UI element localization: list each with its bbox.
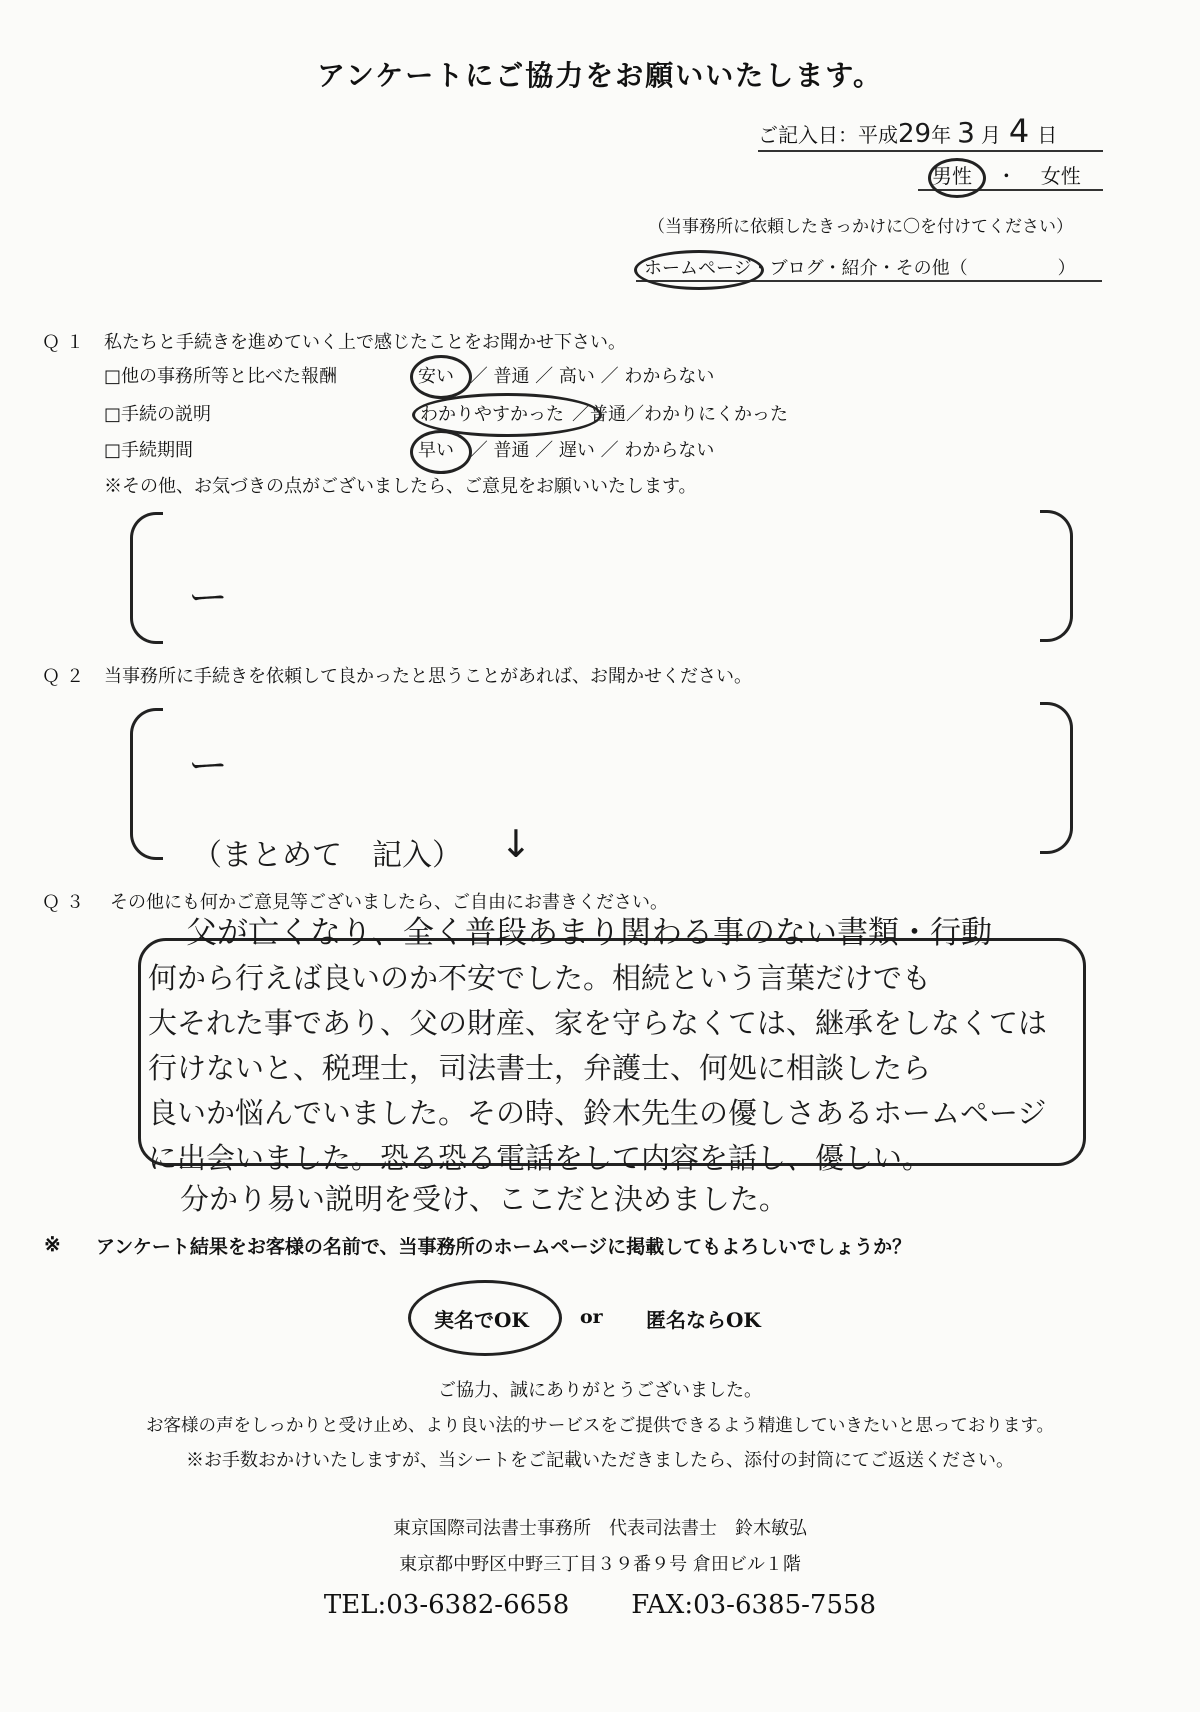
date-month: 3 — [957, 116, 975, 149]
trigger-homepage[interactable]: ホームページ — [644, 258, 752, 279]
gender-male-circle — [928, 158, 986, 198]
publish-option-anon[interactable]: 匿名ならOK — [646, 1308, 761, 1332]
q1-answer-bracket-right — [1040, 510, 1073, 642]
date-field — [758, 112, 1103, 152]
q2-answer: ー — [188, 743, 228, 789]
trigger-homepage-circle — [634, 250, 764, 290]
q1-answer-bracket-left — [130, 512, 163, 644]
office-fax: FAX:03-6385-7558 — [631, 1590, 877, 1620]
office-name: 東京国際司法書士事務所 代表司法書士 鈴木敏弘 — [393, 1518, 807, 1539]
office-address: 東京都中野区中野三丁目３９番９号 倉田ビル１階 — [399, 1554, 801, 1575]
q3-answer-line-2: 何から行えば良いのか不安でした。相続という言葉だけでも — [148, 961, 932, 995]
trigger-others: ・ブログ・紹介・その他（ ） — [751, 258, 1076, 279]
q3-answer-line-6: に出会いました。恐る恐る電話をして内容を話し、優しい。 — [148, 1141, 932, 1175]
date-month-unit: 月 — [980, 123, 1001, 147]
gender-female[interactable]: 女性 — [1040, 164, 1081, 188]
closing-thanks: ご協力、誠にありがとうございました。 — [438, 1380, 762, 1401]
page-title: アンケートにご協力をお願いいたします。 — [316, 59, 884, 92]
q1-row-period-label: □手続期間 — [104, 440, 194, 461]
publish-mark: ※ — [44, 1232, 61, 1256]
gender-sep: ・ — [996, 164, 1017, 188]
q1-period-circle — [410, 430, 472, 474]
q1-row-explain-label: □手続の説明 — [104, 404, 212, 425]
gender-male[interactable]: 男性 — [932, 164, 972, 188]
publish-question: アンケート結果をお客様の名前で、当事務所のホームページに掲載してもよろしいでしょうか？ — [96, 1236, 912, 1258]
date-day: 4 — [1008, 112, 1030, 150]
closing-return-note: ※お手数おかけいたしますが、当シートをご記載いただきましたら、添付の封筒にてご返送ください。 — [186, 1450, 1014, 1471]
q2-question: 当事務所に手続きを依頼して良かったと思うことがあれば、お聞かせください。 — [104, 666, 752, 687]
date-year: 29 — [898, 119, 932, 149]
date-day-unit: 日 — [1037, 123, 1058, 147]
publish-option-real-circle — [408, 1280, 562, 1356]
q1-fee-option-cheap[interactable]: 安い — [418, 366, 454, 387]
q1-question: 私たちと手続きを進めていく上で感じたことをお聞かせ下さい。 — [104, 332, 626, 353]
q2-arrow-icon: ↓ — [500, 822, 532, 866]
q3-answer-line-3: 大それた事であり、父の財産、家を守らなくては、継承をしなくては — [148, 1006, 1048, 1040]
q3-answer-line-4: 行けないと、税理士，司法書士，弁護士、何処に相談したら — [148, 1051, 932, 1085]
q1-note: ※その他、お気づきの点がございましたら、ご意見をお願いいたします。 — [104, 476, 697, 497]
q1-period-option-rest: ／ 普通 ／ 遅い ／ わからない — [469, 440, 715, 461]
q1-explain-option-clear[interactable]: わかりやすかった — [420, 404, 564, 425]
publish-option-real[interactable]: 実名でOK — [434, 1308, 529, 1332]
date-year-unit: 年 — [931, 123, 952, 147]
q3-question: その他にも何かご意見等ございましたら、ご自由にお書きください。 — [110, 892, 668, 913]
q2-remark: （まとめて 記入） — [192, 838, 462, 873]
q1-row-fee-label: □他の事務所等と比べた報酬 — [104, 366, 338, 387]
q2-answer-bracket-right — [1040, 702, 1073, 854]
office-tel: TEL:03-6382-6658 — [323, 1590, 570, 1620]
q1-number: Ｑ１ — [42, 332, 90, 353]
q2-number: Ｑ２ — [42, 666, 90, 687]
q1-fee-circle — [410, 355, 472, 399]
q1-period-option-fast[interactable]: 早い — [418, 440, 454, 461]
closing-message: お客様の声をしっかりと受け止め、より良い法的サービスをご提供できるよう精進していきたいと思っております。 — [146, 1416, 1054, 1436]
q2-answer-bracket-left — [130, 708, 163, 860]
date-label: ご記入日：平成 — [758, 123, 898, 147]
q3-answer-line-1: 父が亡くなり、全く普段あまり関わる事のない書類・行動 — [186, 915, 992, 951]
q1-fee-option-rest: ／ 普通 ／ 高い ／ わからない — [469, 366, 715, 387]
q1-answer: ー — [188, 575, 228, 621]
q3-answer-line-5: 良いか悩んでいました。その時、鈴木先生の優しさあるホームページ — [148, 1096, 1047, 1130]
trigger-prompt: （当事務所に依頼したきっかけに〇を付けてください） — [648, 217, 1073, 237]
q3-answer-line-7: 分かり易い説明を受け、ここだと決めました。 — [180, 1182, 788, 1216]
q1-explain-option-rest: ／普通／わかりにくかった — [572, 404, 788, 425]
q3-number: Ｑ３ — [42, 892, 90, 913]
publish-or: or — [580, 1306, 603, 1328]
office-contact — [0, 1590, 1200, 1620]
